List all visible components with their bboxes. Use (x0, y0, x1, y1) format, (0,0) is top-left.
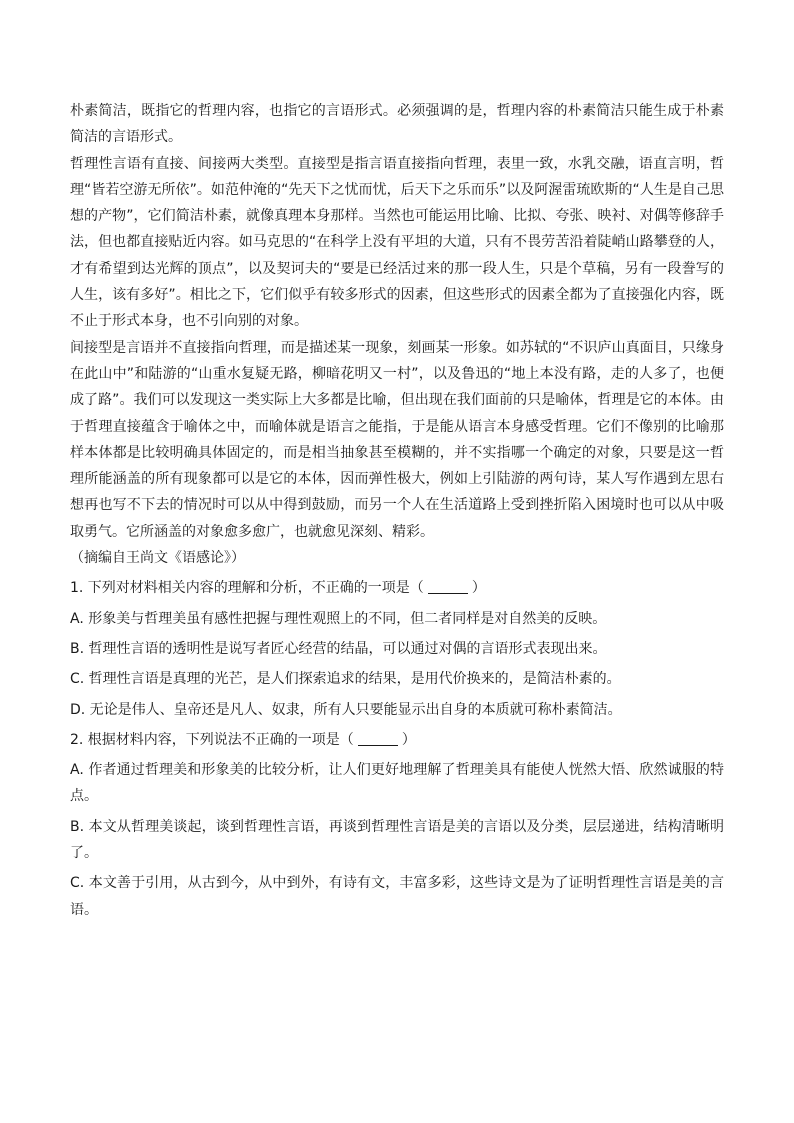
question-1-stem (70, 575, 724, 601)
passage-paragraph-1: 朴素简洁，既指它的哲理内容，也指它的言语形式。必须强调的是，哲理内容的朴素简洁只能生成于朴素简洁的言语形式。 (70, 103, 724, 146)
passage-paragraph-3: 间接型是言语并不直接指向哲理，而是描述某一现象，刻画某一形象。如苏轼的“不识庐山真面目，只缘身在此山中”和陆游的“山重水复疑无路，柳暗花明又一村”，以及鲁迅的“地上本没有路，走的人多了，也便成了路”。我们可以发现这一类实际上大多都是比喻，但出现在我们面前的只是喻体，哲理是它的本体。由于哲理直接蕴含于喻体之中，而喻体就是语言之能指，于是能从语言本身感受哲理。它们不像别的比喻那样本体都是比较明确具体固定的，而是相当抽象甚至模糊的，并不实指哪一个确定的对象，只要是这一哲理所能涵盖的所有现象都可以是它的本体，因而弹性极大，例如上引陆游的两句诗，某人写作遇到左思右想再也写不下去的情况时可以从中得到鼓励，而另一个人在生活道路上受到挫折陷入困境时也可以从中吸取勇气。它所涵盖的对象愈多愈广，也就愈见深刻、精彩。 (70, 339, 724, 540)
passage-paragraph-2: 哲理性言语有直接、间接两大类型。直接型是指言语直接指向哲理，表里一致，水乳交融，语直言明，哲理“皆若空游无所依”。如范仲淹的“先天下之忧而忧，后天下之乐而乐”以及阿渥雷琉欧斯的“人生是自己思想的产物”，它们简洁朴素，就像真理本身那样。当然也可能运用比喻、比拟、夸张、映衬、对偶等修辞手法，但也都直接贴近内容。如马克思的“在科学上没有平坦的大道，只有不畏劳苦沿着陡峭山路攀登的人，才有希望到达光辉的顶点”，以及契诃夫的“要是已经活过来的那一段人生，只是个草稿，另有一段誊写的人生，该有多好”。相比之下，它们似乎有较多形式的因素，但这些形式的因素全都为了直接强化内容，既不止于形式本身，也不引向别的对象。 (70, 155, 724, 330)
question-1-stem-close: ） (471, 580, 486, 597)
question-2-option-a: A. 作者通过哲理美和形象美的比较分析，让人们更好地理解了哲理美具有能使人恍然大悟、欣然诚服的特点。 (70, 762, 724, 805)
question-1-option-d: D. 无论是伟人、皇帝还是凡人、奴隶，所有人只要能显示出自身的本质就可称朴素简洁。 (70, 701, 622, 718)
question-2-option-c: C. 本文善于引用，从古到今，从中到外，有诗有文，丰富多彩，这些诗文是为了证明哲理性言语是美的言语。 (70, 875, 724, 918)
question-1-stem-text: 1. 下列对材料相关内容的理解和分析，不正确的一项是（ (70, 580, 424, 597)
question-2-stem-text: 2. 根据材料内容，下列说法不正确的一项是（ (70, 731, 354, 748)
question-1-option-b: B. 哲理性言语的透明性是说写者匠心经营的结晶，可以通过对偶的言语形式表现出来。 (70, 640, 607, 657)
question-2 (70, 727, 724, 923)
question-1-option-a: A. 形象美与哲理美虽有感性把握与理性观照上的不同，但二者同样是对自然美的反映。 (70, 610, 607, 627)
question-1-option-c: C. 哲理性言语是真理的光芒，是人们探索追求的结果，是用代价换来的，是简洁朴素的。 (70, 671, 621, 688)
question-2-option-b: B. 本文从哲理美谈起，谈到哲理性言语，再谈到哲理性言语是美的言语以及分类，层层递进，结构清晰明了。 (70, 818, 724, 862)
document-page (70, 98, 724, 923)
answer-blank[interactable] (428, 579, 468, 594)
question-1 (70, 575, 724, 722)
passage-source: （摘编自王尚文《语感论》） (70, 550, 245, 567)
question-2-stem-close: ） (401, 731, 416, 748)
question-2-stem (70, 727, 724, 753)
answer-blank[interactable] (358, 731, 398, 746)
